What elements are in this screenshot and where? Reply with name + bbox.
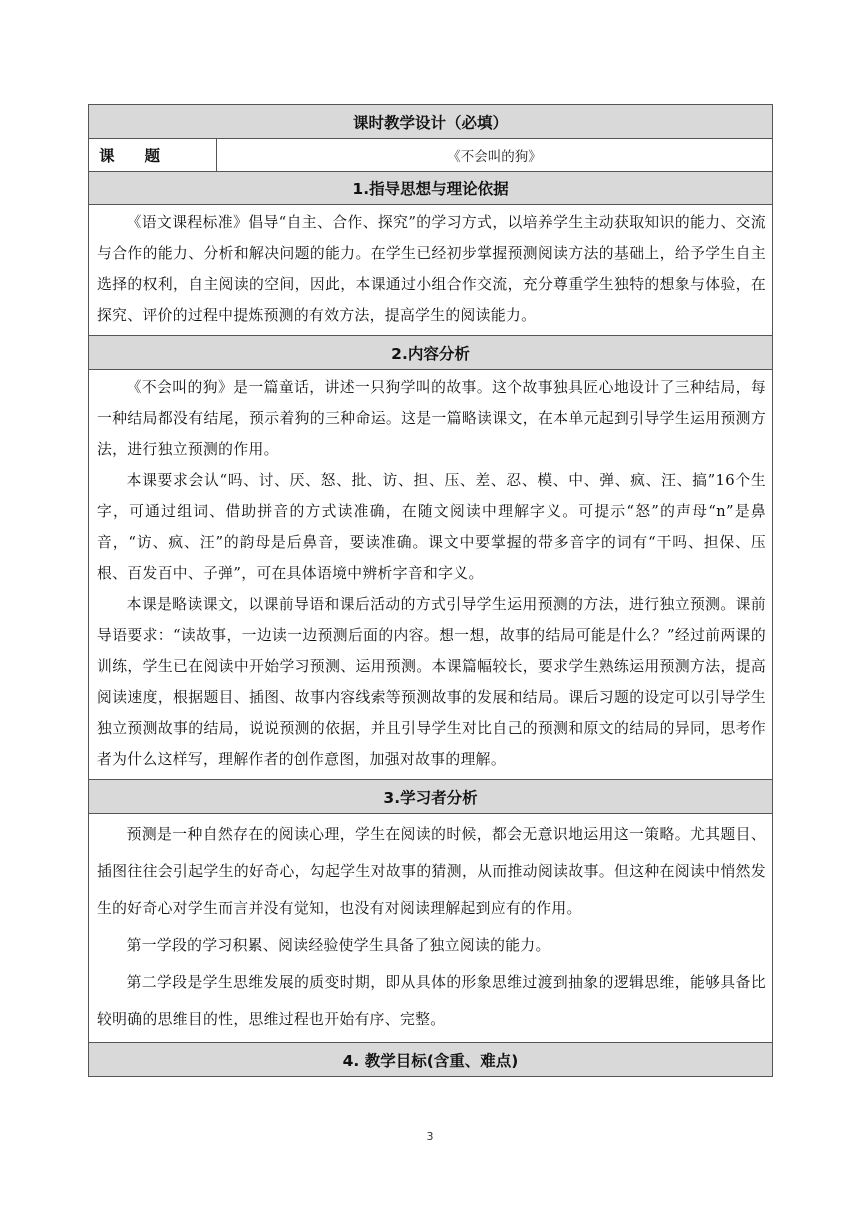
- section-heading-1: 1.指导思想与理论依据: [89, 172, 773, 205]
- paragraph: 《语文课程标准》倡导“自主、合作、探究”的学习方式，以培养学生主动获取知识的能力、交流与合作的能力、分析和解决问题的能力。在学生已经初步掌握预测阅读方法的基础上，给予学生自主选择的权利，自主阅读的空间，因此，本课通过小组合作交流，充分尊重学生独特的想象与体验，在探究、评价的过程中提炼预测的有效方法，提高学生的阅读能力。: [97, 214, 767, 324]
- section-body-1: [89, 205, 773, 336]
- paragraph: 本课要求会认“吗、讨、厌、怒、批、访、担、压、差、忍、模、中、弹、疯、汪、搞”16个生字，可通过组词、借助拼音的方式读准确，在随文阅读中理解字义。可提示“怒”的声母“n”是鼻音，“访、疯、汪”的韵母是后鼻音，要读准确。课文中要掌握的带多音字的词有“干吗、担保、压根、百发百中、子弹”，可在具体语境中辨析字音和字义。: [97, 472, 767, 582]
- paragraph: 预测是一种自然存在的阅读心理，学生在阅读的时候，都会无意识地运用这一策略。尤其题目、插图往往会引起学生的好奇心，勾起学生对故事的猜测，从而推动阅读故事。但这种在阅读中悄然发生的好奇心对学生而言并没有觉知，也没有对阅读理解起到应有的作用。: [97, 826, 767, 917]
- page-number: 3: [426, 1130, 434, 1143]
- lesson-design-table: [88, 104, 773, 1077]
- section-heading-3: 3.学习者分析: [89, 780, 773, 814]
- section-heading-4: 4. 教学目标(含重、难点): [89, 1043, 773, 1077]
- lesson-label: [89, 139, 217, 172]
- section-body-3: [89, 814, 773, 1043]
- paragraph: 《不会叫的狗》是一篇童话，讲述一只狗学叫的故事。这个故事独具匠心地设计了三种结局，每一种结局都没有结尾，预示着狗的三种命运。这是一篇略读课文，在本单元起到引导学生运用预测方法，进行独立预测的作用。: [97, 379, 767, 458]
- paragraph: 本课是略读课文，以课前导语和课后活动的方式引导学生运用预测的方法，进行独立预测。课前导语要求：“读故事，一边读一边预测后面的内容。想一想，故事的结局可能是什么？”经过前两课的训练，学生已在阅读中开始学习预测、运用预测。本课篇幅较长，要求学生熟练运用预测方法，提高阅读速度，根据题目、插图、故事内容线索等预测故事的发展和结局。课后习题的设定可以引导学生独立预测故事的结局，说说预测的依据，并且引导学生对比自己的预测和原文的结局的异同，思考作者为什么这样写，理解作者的创作意图，加强对故事的理解。: [97, 596, 767, 768]
- lesson-label-char-2: 题: [144, 146, 161, 165]
- table-title: 课时教学设计（必填）: [89, 105, 773, 139]
- paragraph: 第一学段的学习积累、阅读经验使学生具备了独立阅读的能力。: [126, 937, 551, 954]
- section-body-2: [89, 370, 773, 780]
- lesson-title-value: 《不会叫的狗》: [217, 139, 773, 172]
- section-heading-2: 2.内容分析: [89, 336, 773, 370]
- paragraph: 第二学段是学生思维发展的质变时期，即从具体的形象思维过渡到抽象的逻辑思维，能够具备比较明确的思维目的性，思维过程也开始有序、完整。: [97, 974, 767, 1028]
- lesson-label-char-1: 课: [99, 146, 115, 165]
